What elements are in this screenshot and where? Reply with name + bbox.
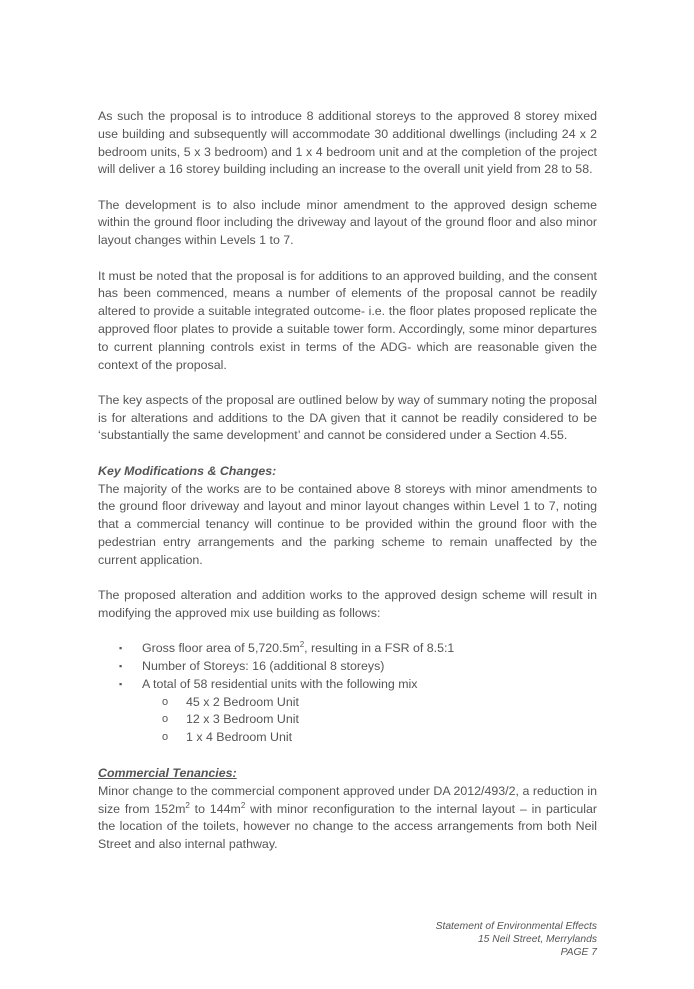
paragraph-proposal-summary: As such the proposal is to introduce 8 additional storeys to the approved 8 storey mixed use building and subsequently will accommodate 30 additional dwellings (including 24 x 2 bedroom units, 5 x 3 bedroom) and 1 x 4 bedroom unit and at the completion of the project will deliver a 16 storey building including an increase to the overall unit yield from 28 to 58.	[98, 109, 597, 177]
document-body	[98, 108, 597, 871]
unit-mix-sublist	[98, 694, 597, 747]
footer-document-title: Statement of Environmental Effects	[435, 921, 597, 932]
heading-commercial-tenancies: Commercial Tenancies:	[98, 765, 237, 780]
square-bullet-icon: ▪	[119, 678, 123, 689]
sublist-item-2-bedroom: o 45 x 2 Bedroom Unit	[98, 694, 597, 712]
paragraph-commercial-change: Minor change to the commercial component approved under DA 2012/493/2, a reduction in size from $152m^2$ to $144m^2$ with minor reconfiguration to the internal layout – in particular the location of the toilets, however no change to the access arrangements from both Neil Street and also internal pathway.	[98, 783, 598, 852]
modifications-list	[98, 640, 597, 747]
paragraph-mix-intro: The proposed alteration and addition works to the approved design scheme will result in modifying the approved mix use building as follows:	[98, 588, 597, 620]
page-footer	[436, 920, 597, 959]
sublist-item-4-bedroom: o 1 x 4 Bedroom Unit	[98, 729, 597, 747]
circle-bullet-icon: o	[162, 731, 169, 744]
unit-mix-sublist-container	[98, 694, 597, 747]
paragraph-key-aspects: The key aspects of the proposal are outlined below by way of summary noting the proposal is for alterations and additions to the DA given that it cannot be readily considered to be ‘substantially the same development’ and cannot be considered under a Section 4.55.	[98, 392, 597, 443]
paragraph-approved-building-note: It must be noted that the proposal is for additions to an approved building, and the consent has been commenced, means a number of elements of the proposal cannot be readily altered to provide a suitable integrated outcome- i.e. the floor plates proposed replicate the approved floor plates to provide a suitable tower form. Accordingly, some minor departures to current planning controls exist in terms of the ADG- which are reasonable given the context of the proposal.	[98, 268, 597, 372]
footer-page-number: PAGE 7	[560, 947, 597, 958]
footer-address: 15 Neil Street, Merrylands	[477, 934, 597, 945]
list-item-gross-floor-area: ▪ Gross floor area of $5,720.5m^2$, resulting in a FSR of 8.5:1	[98, 640, 597, 658]
heading-key-modifications: Key Modifications & Changes:	[98, 463, 277, 478]
list-item-residential-units: ▪ A total of 58 residential units with the following mix	[98, 676, 597, 694]
circle-bullet-icon: o	[162, 695, 169, 708]
square-bullet-icon: ▪	[119, 660, 123, 671]
sublist-item-3-bedroom: o 12 x 3 Bedroom Unit	[98, 711, 597, 729]
square-bullet-icon: ▪	[119, 643, 123, 654]
circle-bullet-icon: o	[162, 713, 169, 726]
paragraph-ground-floor-amendments: The development is to also include minor amendment to the approved design scheme within the ground floor including the driveway and layout of the ground floor and also minor layout changes within Levels 1 to 7.	[98, 197, 597, 248]
list-item-number-of-storeys: ▪ Number of Storeys: 16 (additional 8 storeys)	[98, 658, 597, 676]
paragraph-works-description: The majority of the works are to be contained above 8 storeys with minor amendments to the ground floor driveway and layout and minor layout changes within Level 1 to 7, noting that a commercial tenancy will continue to be provided within the ground floor with the pedestrian entry arrangements and the parking scheme to remain unaffected by the current application.	[98, 481, 597, 567]
